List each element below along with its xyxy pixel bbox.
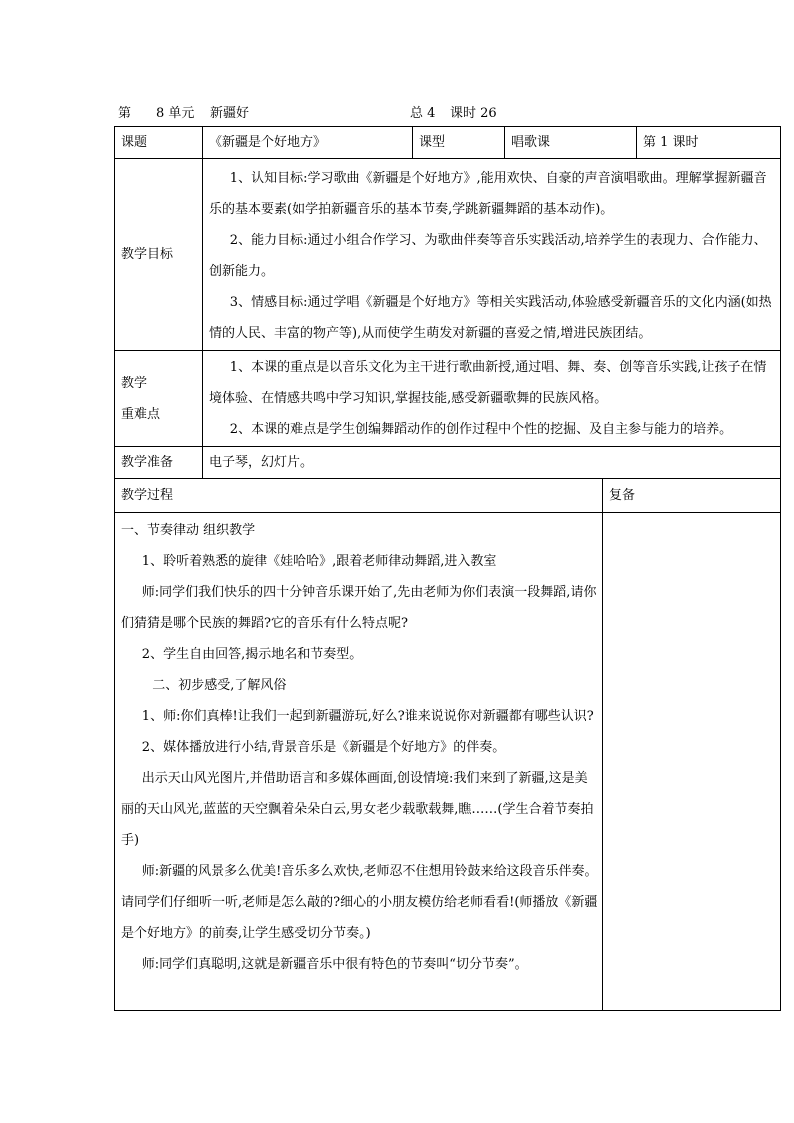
type-label: 课型 [413,127,505,159]
keypoints-row [115,351,781,447]
process-label: 教学过程 [115,479,603,513]
prep-label: 教学准备 [115,447,203,479]
unit-number: 8 单元 [156,106,195,121]
keypoints-label-line-1: 教学 [121,375,148,391]
process-step: 2、媒体播放进行小结,背景音乐是《新疆是个好地方》的伴奏。 [141,740,506,755]
process-step: 师:新疆的风景多么优美!音乐多么欢快,老师忍不住想用铃鼓来给这段音乐伴奏。请同学们仔细听一听,老师是怎么敲的?细心的小朋友模仿给老师看看!(师播放《新疆是个好地方》的前奏,让学生感受切分节奏。) [121,864,598,941]
process-step: 出示天山风光图片,并借助语言和多媒体画面,创设情境:我们来到了新疆,这是美丽的天山风光,蓝蓝的天空飘着朵朵白云,男女老少载歌载舞,瞧……(学生合着节奏拍手) [121,771,594,848]
keypoint-paragraph: 2、本课的难点是学生创编舞蹈动作的创作过程中个性的挖掘、及自主参与能力的培养。 [229,422,733,437]
review-label: 复备 [603,479,781,513]
goal-paragraph: 1、认知目标:学习歌曲《新疆是个好地方》,能用欢快、自豪的声音演唱歌曲。理解掌握新疆音乐的基本要素(如学拍新疆音乐的基本节奏,学跳新疆舞蹈的基本动作)。 [209,171,767,217]
unit-name: 新疆好 [210,106,250,121]
process-step: 师:同学们我们快乐的四十分钟音乐课开始了,先由老师为你们表演一段舞蹈,请你们猜猜是哪个民族的舞蹈?它的音乐有什么特点呢? [121,585,597,631]
prep-row [115,447,781,479]
type-value: 唱歌课 [505,127,637,159]
topic-value: 《新疆是个好地方》 [203,127,413,159]
goal-paragraph: 3、情感目标:通过学唱《新疆是个好地方》等相关实践活动,体验感受新疆音乐的文化内涵(如热情的人民、丰富的物产等),从而使学生萌发对新疆的喜爱之情,增进民族团结。 [209,295,772,341]
keypoints-label [115,351,203,447]
process-step: 师:同学们真聪明,这就是新疆音乐中很有特色的节奏叫“切分节奏”。 [141,957,528,972]
process-step: 一、节奏律动 组织教学 [121,523,256,538]
keypoints-content [203,351,781,447]
keypoint-paragraph: 1、本课的重点是以音乐文化为主干进行歌曲新授,通过唱、舞、奏、创等音乐实践,让孩子在情境体验、在情感共鸣中学习知识,掌握技能,感受新疆歌舞的民族风格。 [209,360,767,406]
total-lessons: 总 4 [410,106,436,121]
topic-label: 课题 [115,127,203,159]
lesson-number: 课时 26 [450,106,497,121]
unit-prefix: 第 [118,106,132,121]
review-content [603,513,781,1011]
goals-content [203,159,781,351]
lesson-plan-table [114,126,781,1011]
page-header [118,102,782,124]
process-step: 1、师:你们真棒!让我们一起到新疆游玩,好么?谁来说说你对新疆都有哪些认识? [141,709,594,724]
keypoints-label-line-2: 重难点 [121,406,161,422]
prep-value: 电子琴，幻灯片。 [203,447,781,479]
goals-label: 教学目标 [115,159,203,351]
process-row [115,513,781,1011]
process-header-row [115,479,781,513]
goals-row [115,159,781,351]
period-value: 第 1 课时 [637,127,781,159]
process-step: 1、聆听着熟悉的旋律《娃哈哈》,跟着老师律动舞蹈,进入教室 [141,554,497,569]
goal-paragraph: 2、能力目标:通过小组合作学习、为歌曲伴奏等音乐实践活动,培养学生的表现力、合作能力、创新能力。 [209,233,767,279]
topic-row [115,127,781,159]
process-step: 2、学生自由回答,揭示地名和节奏型。 [141,647,363,662]
process-content [115,513,603,1011]
process-step: 二、初步感受,了解风俗 [152,678,287,693]
